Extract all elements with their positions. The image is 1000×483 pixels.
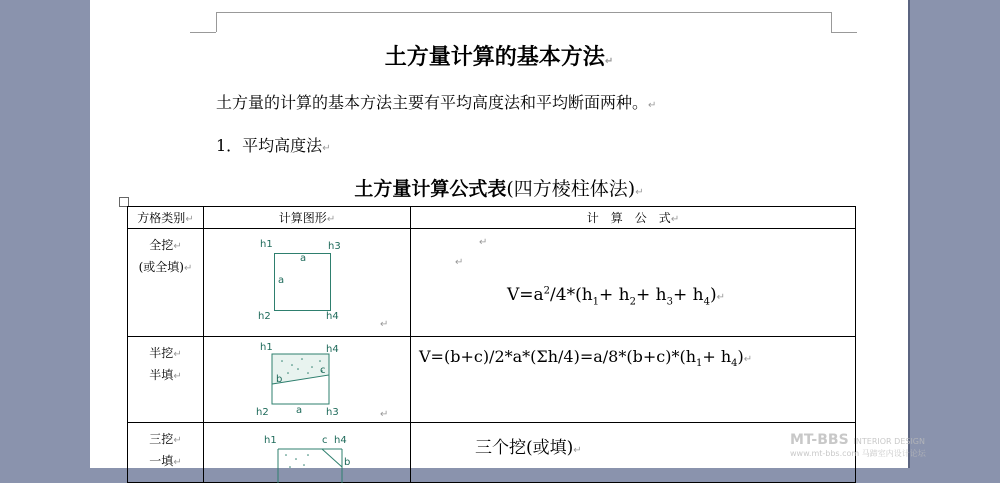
margin-corner-top-left-h (190, 32, 216, 33)
label-a: a (296, 405, 303, 416)
category-cell: 半挖↵ 半填↵ (128, 337, 204, 423)
formula-cell (411, 423, 856, 483)
formula-full: 三个挖(或填)↵ (475, 438, 582, 458)
table-header-row (128, 207, 856, 229)
header-line (216, 12, 831, 13)
label-b: b (344, 457, 351, 468)
label-b: b (276, 374, 283, 385)
header-formula: 计 算 公 式↵ (411, 207, 856, 229)
label-h4: h4 (334, 435, 347, 446)
intro-paragraph: 土方量的计算的基本方法主要有平均高度法和平均断面两种。↵ (216, 93, 657, 112)
formula-full: $V=(b+c)/2*a*(\Sigma h/4)=a/8*(b+c)*(h_1+$ $h_4)↵$ (419, 347, 753, 370)
figure-cell: h1 h4 b c a h2 h3 ↵ (204, 337, 411, 423)
label-h1: h1 (260, 342, 273, 353)
table-row (128, 337, 856, 423)
label-h1: h1 (264, 435, 277, 446)
formula-full: $V=a^2/4*(h_1+ h_2+ h_3+$ $h_4)↵$ (507, 285, 726, 308)
label-c: c (322, 435, 328, 446)
category-cell: 全挖↵ (或全填)↵ (128, 229, 204, 337)
category-cell: 三挖↵ 一填↵ (128, 423, 204, 483)
formula-table (127, 206, 856, 483)
table-row (128, 423, 856, 483)
formula-cell: ↵ ↵ $V=a^2/4*(h_1+ h_2+ h_3+$ $h_4)↵$ (411, 229, 856, 337)
label-h2: h2 (256, 407, 269, 418)
label-h1: h1 (260, 239, 273, 250)
table-title: 土方量计算公式表(四方棱柱体法)↵ (354, 178, 644, 200)
margin-corner-top-right-h (831, 32, 857, 33)
margin-corner-top-right (831, 12, 832, 32)
figure-cell: h1 h3 a a h2 h4 ↵ (204, 229, 411, 337)
label-a-top: a (300, 253, 307, 264)
label-h3: h3 (326, 407, 339, 418)
formula-cell (411, 337, 856, 423)
table-row (128, 229, 856, 337)
section-heading-1: 1．平均高度法↵ (216, 136, 331, 155)
document-page (90, 0, 908, 468)
page-edge (908, 0, 910, 468)
header-figure: 计算图形↵ (204, 207, 411, 229)
label-c: c (320, 365, 326, 376)
label-h4: h4 (326, 311, 339, 322)
watermark: MT-BBS INTERIOR DESIGN www.mt-bbs.com 马蹄室内设计论坛 (790, 432, 926, 458)
label-h2: h2 (258, 311, 271, 322)
three-cut-figure (204, 423, 410, 483)
label-a-left: a (278, 275, 285, 286)
document-title: 土方量计算的基本方法↵ (384, 44, 614, 70)
label-h3: h3 (328, 241, 341, 252)
figure-cell (204, 423, 411, 483)
header-category: 方格类别↵ (128, 207, 204, 229)
margin-corner-top-left (216, 12, 217, 32)
label-h4: h4 (326, 344, 339, 355)
